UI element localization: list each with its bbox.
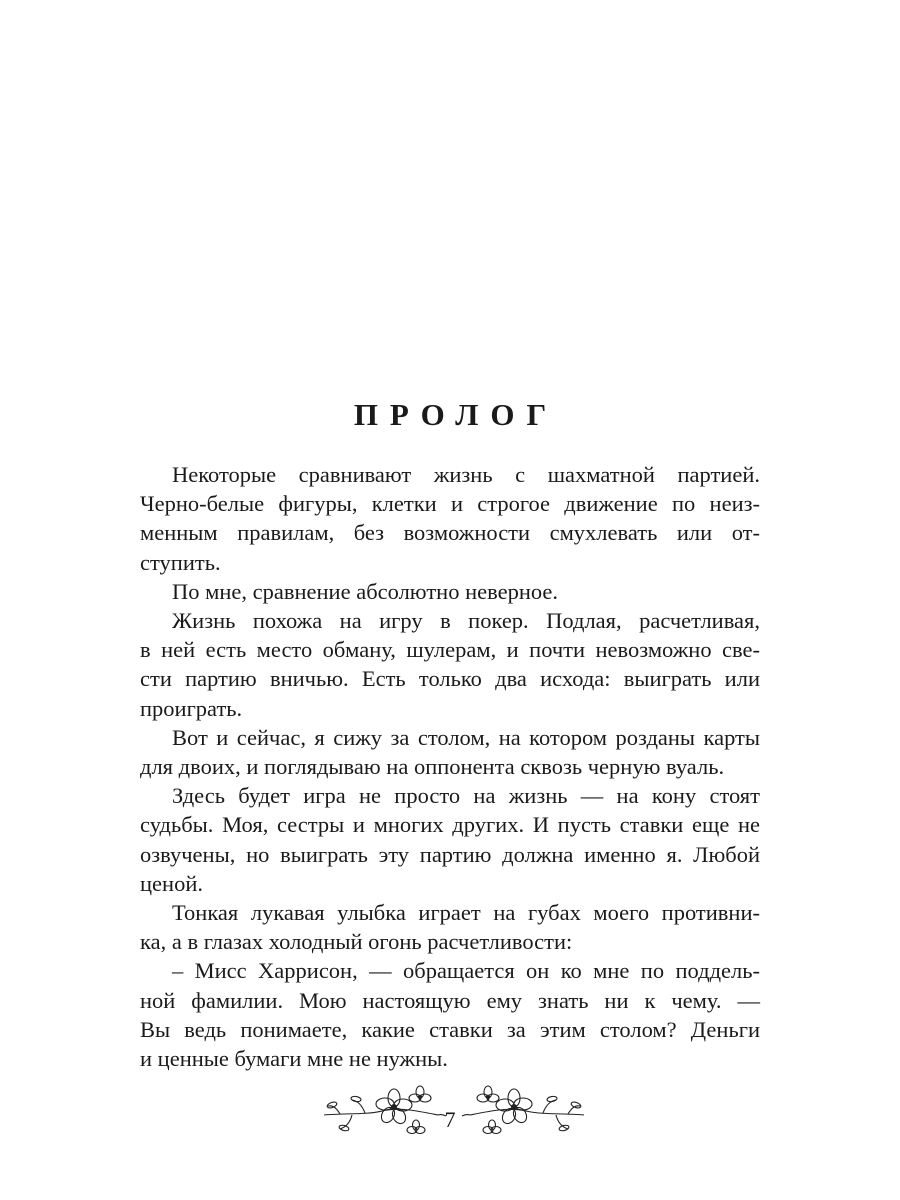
paragraph	[140, 606, 760, 723]
page-footer	[0, 1085, 900, 1145]
text-line: Вы ведь понимаете, какие ставки за этим столом? Деньги	[140, 1016, 760, 1042]
text-line: ценой.	[140, 870, 203, 896]
text-line: в ней есть место обману, шулерам, и почти невозможно све-	[140, 637, 760, 663]
text-line: По мне, сравнение абсолютно неверное.	[172, 578, 559, 604]
paragraph	[140, 577, 760, 606]
text-line: ной фамилии. Мою настоящую ему знать ни к чему. —	[140, 987, 760, 1013]
paragraph	[140, 956, 760, 1073]
text-line: сти партию вничью. Есть только два исхода: выиграть или	[140, 666, 760, 692]
text-line: – Мисс Харрисон, — обращается он ко мне по поддель-	[172, 958, 760, 984]
text-line: для двоих, и поглядываю на оппонента сквозь черную вуаль.	[140, 754, 725, 780]
paragraph	[140, 781, 760, 898]
chapter-title: ПРОЛОГ	[353, 397, 559, 432]
text-line: судьбы. Моя, сестры и многих других. И пусть ставки еще не	[140, 812, 760, 838]
paragraph	[140, 723, 760, 781]
text-line: Черно-белые фигуры, клетки и строгое движение по неиз-	[140, 491, 760, 517]
blossom-branch-ornament-icon	[458, 1085, 588, 1141]
text-line: Тонкая лукавая улыбка играет на губах моего противни-	[172, 900, 760, 926]
paragraph	[140, 460, 760, 577]
text-line: менным правилам, без возможности смухлевать или от-	[140, 520, 760, 546]
text-line: озвучены, но выиграть эту партию должна именно я. Любой	[140, 841, 760, 867]
text-line: проиграть.	[140, 695, 243, 721]
page-number: 7	[444, 1107, 456, 1132]
text-line: Некоторые сравнивают жизнь с шахматной партией.	[172, 462, 760, 487]
text-line: и ценные бумаги мне не нужны.	[140, 1046, 448, 1072]
text-line: Жизнь похожа на игру в покер. Подлая, расчетливая,	[172, 608, 760, 634]
text-line: Здесь будет игра не просто на жизнь — на кону стоят	[172, 783, 760, 809]
text-line: Вот и сейчас, я сижу за столом, на котором розданы карты	[172, 724, 760, 750]
text-line: ка, а в глазах холодный огонь расчетливости:	[140, 929, 573, 955]
text-line: ступить.	[140, 549, 221, 575]
paragraph	[140, 898, 760, 956]
chapter-body	[140, 460, 760, 1073]
